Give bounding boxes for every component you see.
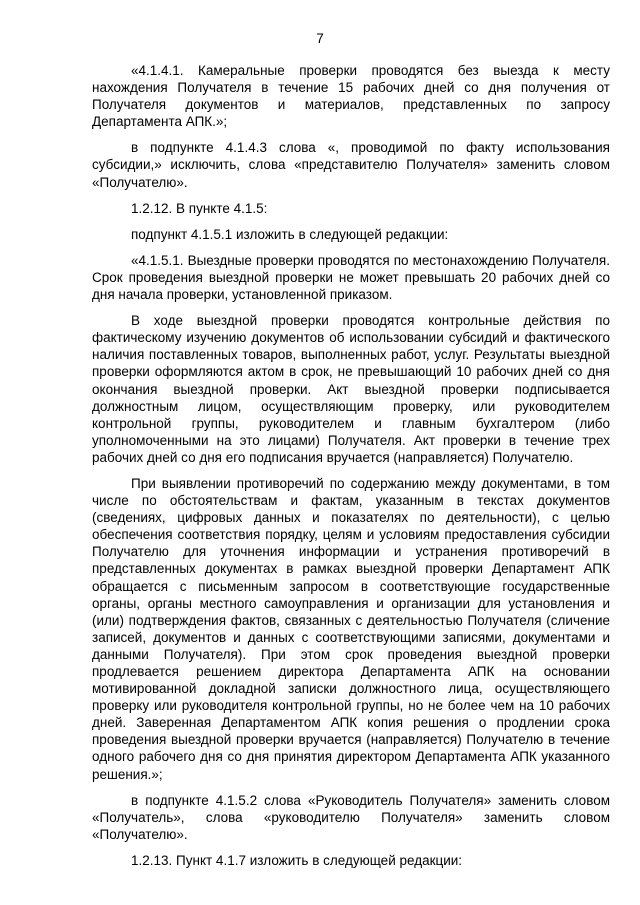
paragraph-1-2-13-heading: 1.2.13. Пункт 4.1.7 изложить в следующей редакции: [131, 852, 463, 868]
paragraph-4-1-5-1: «4.1.5.1. Выездные проверки проводятся по местонахождению Получателя. Срок проведения выездной проверки не может превышать 20 рабочих дней со дня начала проверки, установленной приказом. [92, 252, 610, 303]
document-body [92, 62, 610, 878]
paragraph-contradictions-procedure: При выявлении противоречий по содержанию между документами, в том числе по обстоятельствам и фактам, указанным в текстах документов (сведениях, цифровых данных и показателях по деятельности), с целью обеспечения соответствия порядку, целям и условиям предоставления субсидии Получателю для уточнения информации и устранения противоречий в представленных документах в рамках выездной проверки Департамент АПК обращается с письменным запросом в соответствующие государственные органы, органы местного самоуправления и организации для установления и (или) подтверждения фактов, связанных с деятельностью Получателя (сличение записей, документов и данных с соответствующими записями, документами и данными Получателя). При этом срок проведения выездной проверки продлевается решением директора Департамента АПК на основании мотивированной докладной записки должностного лица, осуществляющего проверку или руководителя контрольной группы, но не более чем на 10 рабочих дней. Заверенная Департаментом АПК копия решения о продлении срока проведения выездной проверки вручается (направляется) Получателю в течение одного рабочего дня со дня принятия директором Департамента АПК указанного решения.»; [92, 475, 610, 782]
paragraph-field-inspection-actions: В ходе выездной проверки проводятся контрольные действия по фактическому изучению документов об использовании субсидий и фактического наличия поставленных товаров, выполненных работ, услуг. Результаты выездной проверки оформляются актом в срок, не превышающий 10 рабочих дней со дня окончания выездной проверки. Акт выездной проверки подписывается должностным лицом, осуществляющим проверку, или руководителем контрольной группы, руководителем и главным бухгалтером (либо уполномоченными на это лицами) Получателя. Акт проверки в течение трех рабочих дней со дня его подписания вручается (направляется) Получателю. [92, 313, 610, 465]
paragraph-4-1-4-1: «4.1.4.1. Камеральные проверки проводятся без выезда к месту нахождения Получателя в течение 15 рабочих дней со дня получения от Получателя документов и материалов, представленных по запросу Департамента АПК.»; [92, 63, 610, 130]
paragraph-4-1-4-3-amendment: в подпункте 4.1.4.3 слова «, проводимой по факту использования субсидии,» исключить, слова «представителю Получателя» заменить словом «Получателю». [92, 140, 610, 190]
paragraph-4-1-5-2-amendment: в подпункте 4.1.5.2 слова «Руководитель Получателя» заменить словом «Получатель», слова «руководителю Получателя» заменить словом «Получателю». [92, 792, 610, 842]
paragraph-4-1-5-1-intro: подпункт 4.1.5.1 изложить в следующей редакции: [131, 226, 449, 242]
paragraph-1-2-12-heading: 1.2.12. В пункте 4.1.5: [131, 200, 268, 216]
page-number: 7 [316, 31, 324, 46]
